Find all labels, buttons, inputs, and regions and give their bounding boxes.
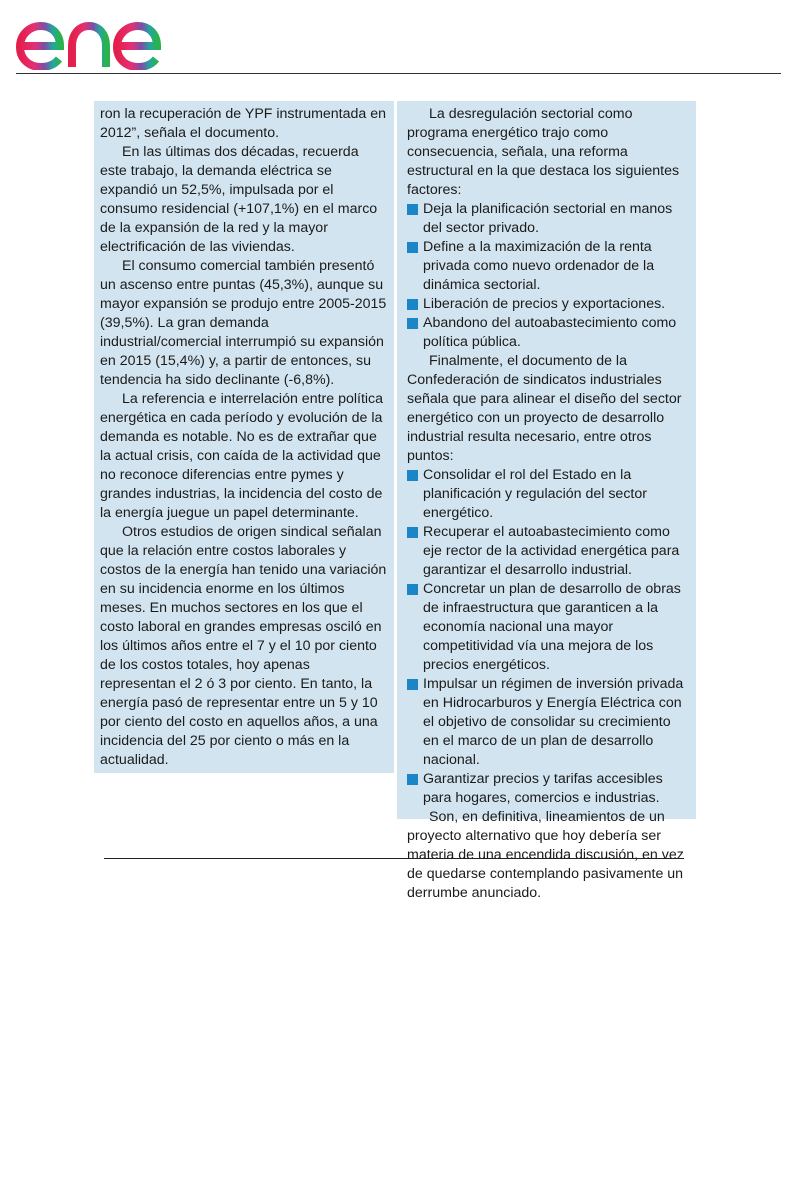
paragraph: La desregulación sectorial como programa energético trajo como consecuencia, señala, una reforma estructural en la que destaca los siguientes factores: (407, 106, 680, 198)
point-item (407, 580, 690, 675)
article-column-right (397, 101, 696, 901)
factor-item (407, 314, 690, 352)
paragraph: La referencia e interrelación entre política energética en cada período y evolución de la demanda es notable. No es de extrañar que la actual crisis, con caída de la actividad que no reconoce diferencias entre pymes y grandes industrias, la incidencia del costo de la energía juegue un papel determinante. (100, 391, 384, 521)
factor-text: Liberación de precios y exportaciones. (423, 296, 666, 312)
bullet-square-icon (407, 584, 418, 595)
bullet-square-icon (407, 299, 418, 310)
point-item (407, 466, 690, 523)
bullet-square-icon (407, 318, 418, 329)
article-column-left (94, 101, 394, 773)
enel-logo (16, 6, 186, 70)
point-item (407, 770, 690, 808)
factor-item (407, 200, 690, 238)
paragraph: Otros estudios de origen sindical señalan que la relación entre costos laborales y costos de la energía han tenido una variación en su incidencia enorme en los últimos meses. En muchos sectores en los que el costo laboral en grandes empresas osciló en los últimos años entre el 7 y el 10 por ciento de los costos totales, hoy apenas representan el 2 ó 3 por ciento. En tanto, la energía pasó de representar entre un 5 y 10 por ciento del costo en aquellos años, a una incidencia del 25 por ciento o más en la actualidad. (100, 524, 387, 768)
factor-text: Deja la planificación sectorial en manos del sector privado. (423, 201, 673, 236)
factor-text: Abandono del autoabastecimiento como política pública. (423, 315, 677, 350)
paragraph: Son, en definitiva, lineamientos de un proyecto alternativo que hoy debería ser materia de una encendida discusión, en vez de quedarse contemplando pasivamente un derrumbe anunciado. (407, 809, 684, 901)
point-text: Consolidar el rol del Estado en la planificación y regulación del sector energético. (423, 467, 647, 521)
header-divider (16, 73, 781, 74)
paragraph: En las últimas dos décadas, recuerda este trabajo, la demanda eléctrica se expandió un 52,5%, impulsada por el consumo residencial (+107,1%) en el marco de la expansión de la red y la mayor electrificación de las viviendas. (100, 144, 378, 255)
bullet-square-icon (407, 204, 418, 215)
factor-text: Define a la maximización de la renta privada como nuevo ordenador de la dinámica sectorial. (423, 239, 655, 293)
paragraph: Finalmente, el documento de la Confederación de sindicatos industriales señala que para alinear el diseño del sector energético con un proyecto de desarrollo industrial resulta necesario, entre otros puntos: (407, 353, 682, 464)
paragraph: El consumo comercial también presentó un ascenso entre puntas (45,3%), aunque su mayor expansión se produjo entre 2005-2015 (39,5%). La gran demanda industrial/comercial interrumpió su expansión en 2015 (15,4%) y, a partir de entonces, su tendencia ha sido declinante (-6,8%). (100, 258, 387, 388)
bullet-square-icon (407, 470, 418, 481)
point-text: Recuperar el autoabastecimiento como eje rector de la actividad energética para garantizar el desarrollo industrial. (423, 524, 680, 578)
bullet-square-icon (407, 242, 418, 253)
bullet-square-icon (407, 679, 418, 690)
point-text: Garantizar precios y tarifas accesibles para hogares, comercios e industrias. (423, 771, 663, 806)
point-text: Impulsar un régimen de inversión privada en Hidrocarburos y Energía Eléctrica con el objetivo de consolidar su crecimiento en el marco de un plan de desarrollo nacional. (423, 676, 684, 768)
bullet-square-icon (407, 527, 418, 538)
point-text: Concretar un plan de desarrollo de obras de infraestructura que garanticen a la economía nacional una mayor competitividad vía una mejora de los precios energéticos. (423, 581, 681, 673)
point-item (407, 675, 690, 770)
bullet-square-icon (407, 774, 418, 785)
footer-divider (104, 858, 684, 859)
paragraph: ron la recuperación de YPF instrumentada en 2012”, señala el documento. (100, 106, 387, 141)
factor-item (407, 295, 690, 314)
factor-item (407, 238, 690, 295)
point-item (407, 523, 690, 580)
